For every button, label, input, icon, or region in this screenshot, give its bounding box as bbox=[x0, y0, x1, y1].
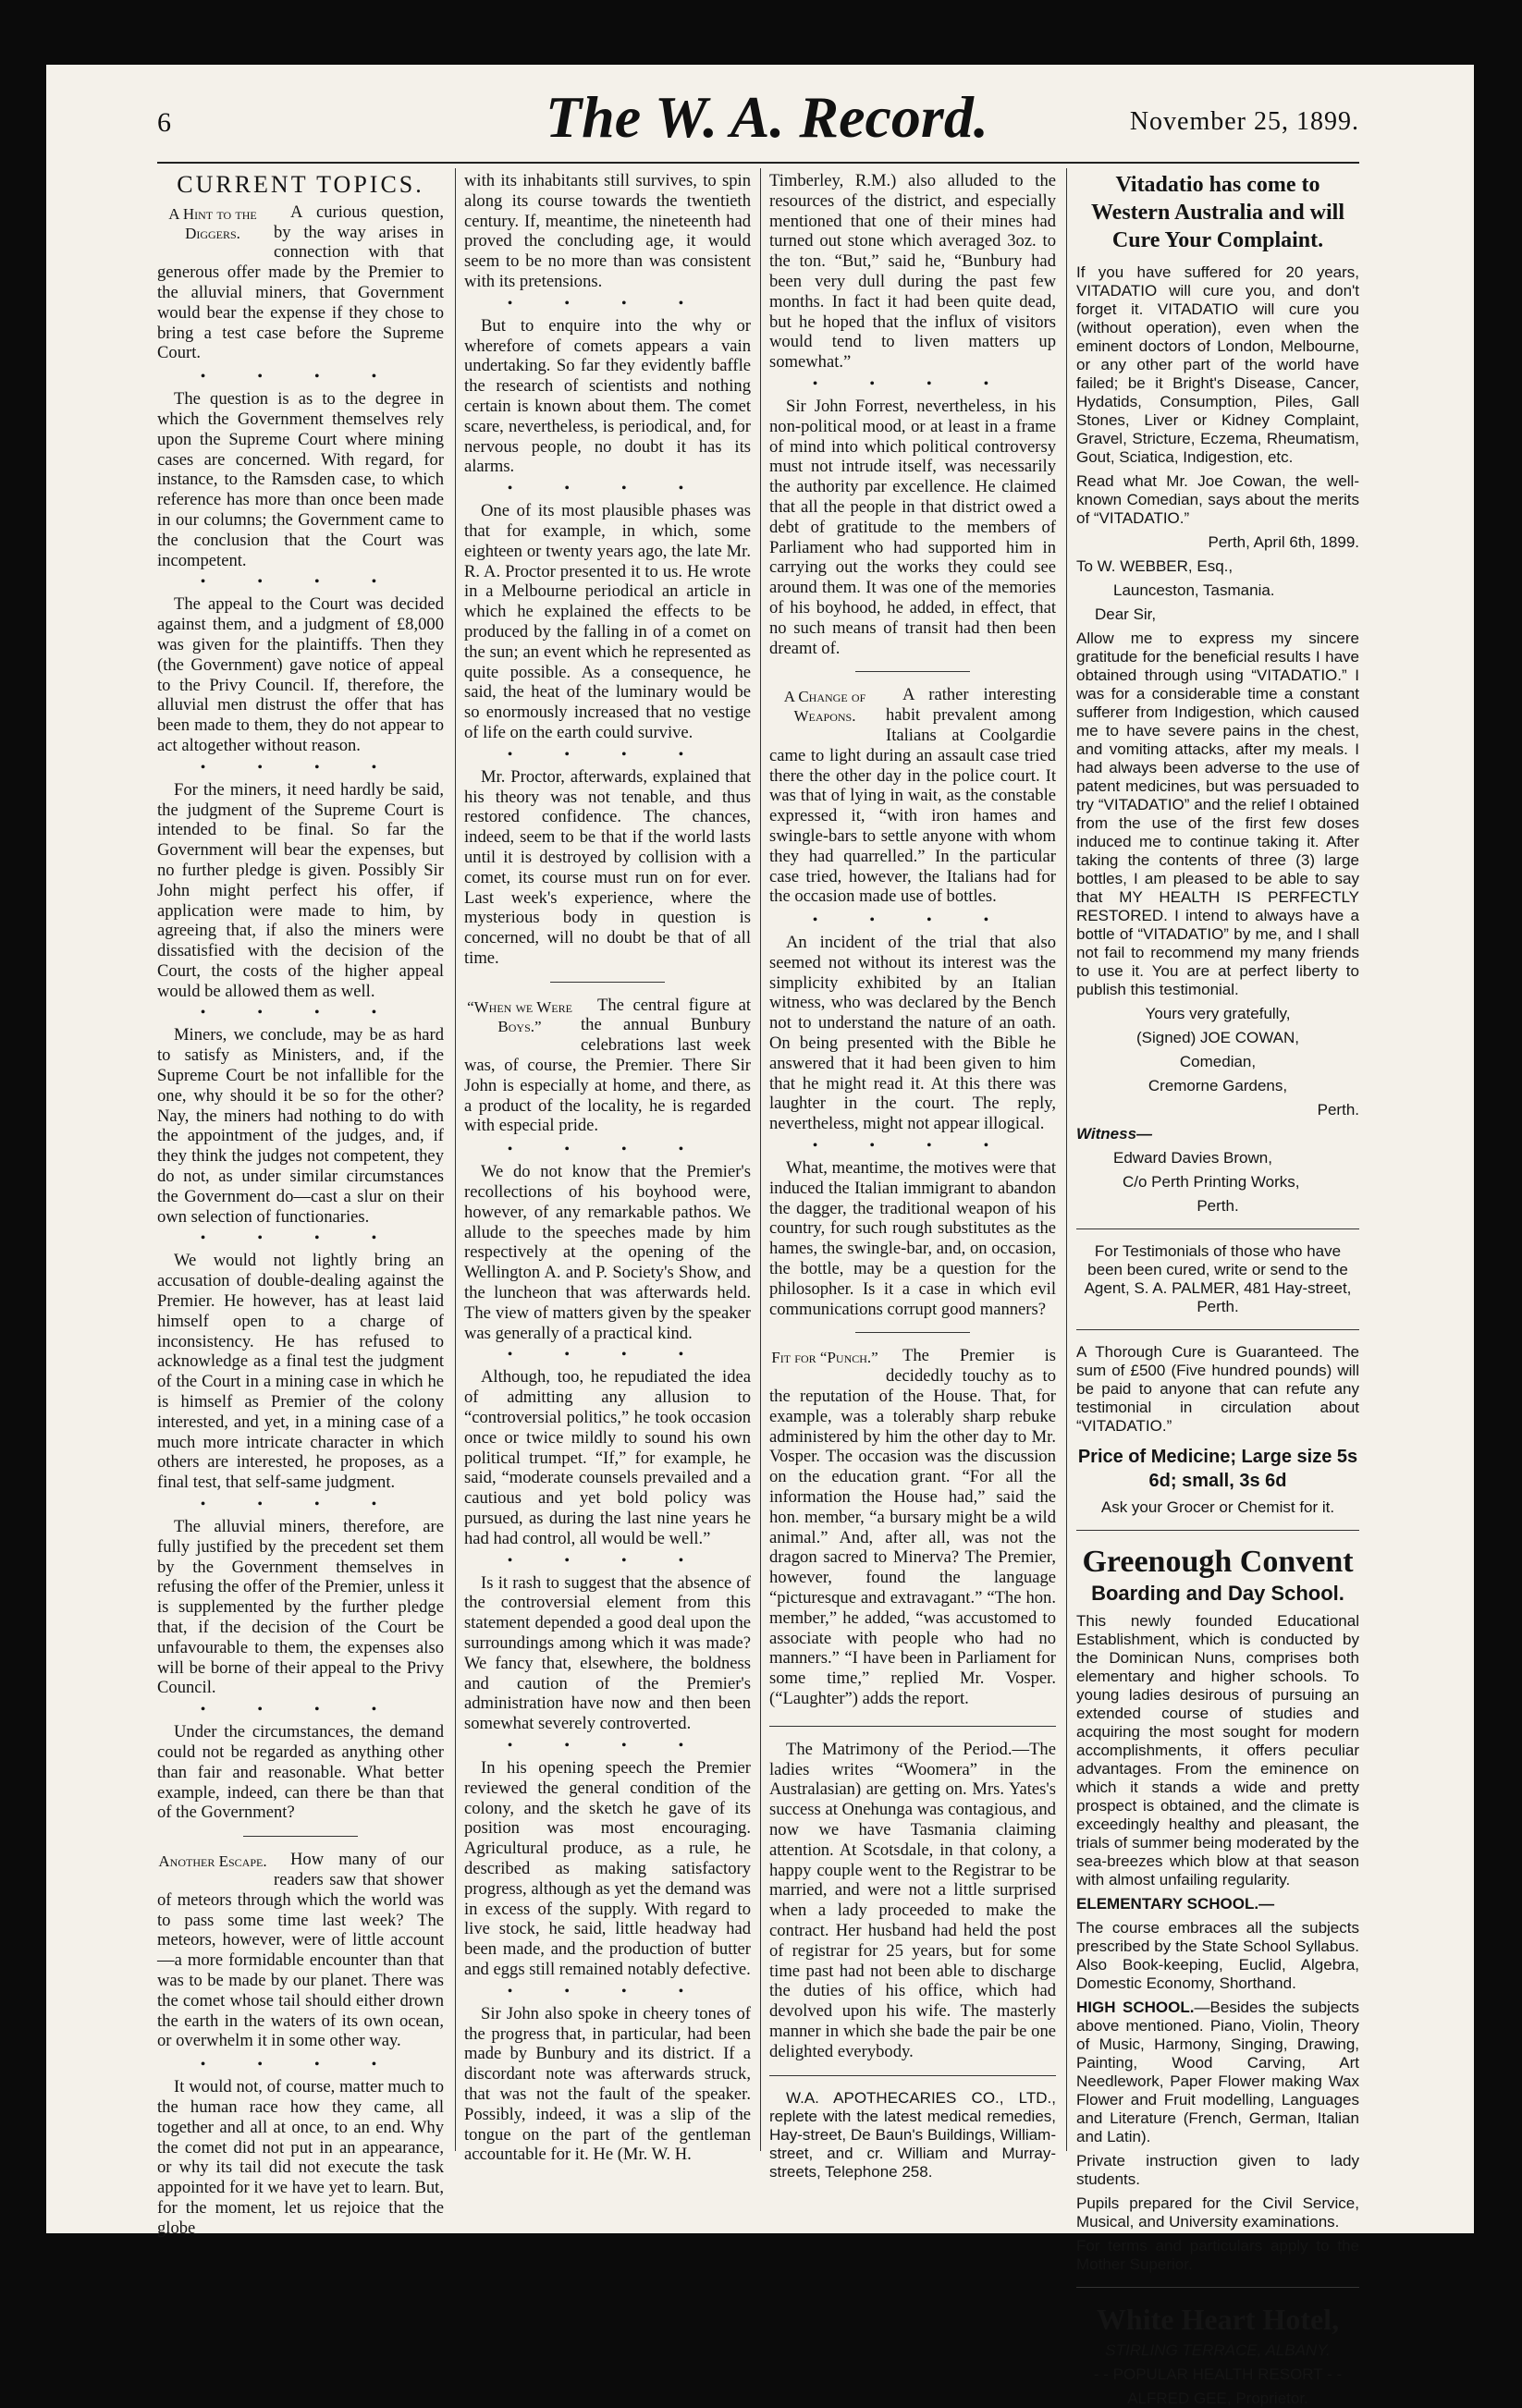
column-divider bbox=[760, 168, 761, 2151]
paragraph: The alluvial miners, therefore, are fully justified by the precedent set them by the Government themselves in refusing the offer of the Premier, unless it is supplemented by the further pledge that, if the decision of the Court be unfavourable to them, the expenses also will be borne of their appeal to the Privy Council. bbox=[157, 1517, 444, 1698]
separator-dots: • • • • bbox=[200, 1005, 401, 1021]
letter-address: Launceston, Tasmania. bbox=[1113, 581, 1275, 599]
section-title: CURRENT TOPICS. bbox=[177, 171, 424, 198]
side-heading: Fit for “Punch.” bbox=[771, 1349, 878, 1367]
separator-dots: • • • • bbox=[507, 1983, 708, 1999]
ad-rule bbox=[1076, 2287, 1359, 2288]
paragraph: The Matrimony of the Period.—The ladies writes “Woomera” in the Australasian) are getting on. Mrs. Yates's success at Onehunga was contagious, and now we have Tasmania claiming attention. At Scotsdale, in that colony, a happy couple went to the Registrar to be married, and were not a little surprised when a lady proceeded to make the contract. Her husband had held the post of registrar for 25 years, but for some time past had not been able to discharge the duties of his office, which had devolved upon his wife. The masterly manner in which she bade the pair be one delighted everybody. bbox=[769, 1739, 1056, 2061]
separator-dots: • • • • bbox=[507, 1142, 708, 1158]
paragraph: In his opening speech the Premier reviewed the general condition of the colony, and the sketch he gave of its position was most encouraging. Agricultural produce, as a rule, he described as making satisfactory progress, although as yet the demand was in excess of the supply. With regard to live stock, he said, little headway had been made, and the production of butter and eggs still remained notably defective. bbox=[464, 1757, 751, 1979]
column-divider bbox=[455, 168, 456, 2151]
paragraph: It would not, of course, matter much to the human race how they came, all together and all at once, to an end. Why the comet did not put in an appearance, or why its tail did not execute the task appointed for it we have yet to learn. But, for the moment, let us rejoice that the globe bbox=[157, 2077, 444, 2238]
separator-dots: • • • • bbox=[812, 912, 1013, 929]
paragraph: Under the circumstances, the demand could not be regarded as anything other than fair and reasonable. What better example, indeed, can there be than that of the Government? bbox=[157, 1722, 444, 1823]
hotel-title: White Heart Hotel, bbox=[1096, 2303, 1340, 2336]
paragraph: Sir John Forrest, nevertheless, in his non-political mood, or at least in a frame of mind into which political controversy must not intrude itself, was necessarily the authority par excellence. He claimed that all the people in that district owed a debt of gratitude to the members of Parliament who had supported him in carrying out the works they could see around them. It was one of the memories of his boyhood, he added, in effect, that no such means of transit had then been dreamt of. bbox=[769, 396, 1056, 658]
separator-dots: • • • • bbox=[200, 369, 401, 385]
ad-rule bbox=[1076, 1329, 1359, 1330]
separator-dots: • • • • bbox=[507, 1737, 708, 1754]
separator-dots: • • • • bbox=[812, 1138, 1013, 1155]
paragraph: A curious question, by the way arises in connection with that generous offer made by the Premier to the alluvial miners, that Government would bear the expense if they chose to bring a test case before the Supreme Court. bbox=[157, 202, 444, 363]
ad-paragraph: Read what Mr. Joe Cowan, the well-known Comedian, says about the merits of “VITADATIO.” bbox=[1076, 472, 1359, 527]
paragraph: Timberley, R.M.) also alluded to the resources of the district, and especially mentioned that one of their mines had turned out stone which averaged 3oz. to the ton. “But,” said he, “Bunbury had been very dull during the past few months. In fact it had been quite dead, but he hoped that the influx of visitors would tend to liven matters up somewhat.” bbox=[769, 171, 1056, 373]
ad-rule bbox=[1076, 1530, 1359, 1531]
masthead bbox=[157, 83, 1359, 157]
article-rule bbox=[769, 2075, 1056, 2076]
side-heading: “When we Were Boys.” bbox=[467, 997, 572, 1035]
page-number: 6 bbox=[157, 107, 171, 138]
advertisement-apothecaries: W.A. APOTHECARIES CO., LTD., replete with the latest medical remedies, Hay-street, De Baun's Buildings, William-street, and cr. William and Murray-streets, Telephone 258. bbox=[769, 2088, 1056, 2181]
high-school-text: —Besides the subjects above mentioned. Piano, Violin, Theory of Music, Harmony, Singing, Drawing, Painting, Wood Carving, Art Needlework, Paper Flower making Wax Flower and Fruit modelling, Languages and Literature (French, German, Italian and Latin). bbox=[1076, 1999, 1360, 2145]
high-school-heading: HIGH SCHOOL. bbox=[1076, 1999, 1195, 2016]
witness-label: Witness— bbox=[1076, 1125, 1153, 1143]
hotel-tagline: - - POPULAR HEALTH RESORT - - bbox=[1093, 2365, 1343, 2383]
paragraph: The central figure at the annual Bunbury celebrations last week was, of course, the Premier. There Sir John is especially at home, and there, as a product of the locality, he is regarded with especial pride. bbox=[464, 995, 751, 1136]
testimonial-text: Allow me to express my sincere gratitude for the beneficial results I have obtained through using “VITADATIO.” I was for a considerable time a constant sufferer from Indigestion, which caused me to have severe pains in the chest, and vomiting attacks, after my meals. I had always been adverse to the use of patent medicines, but was persuaded to try “VITADATIO” and the relief I obtained from the use of the first few doses induced me to continue taking it. After taking the contents of three (3) large bottles, I am pleased to be able to say that MY HEALTH IS PERFECTLY RESTORED. I intend to always have a bottle of “VITADATIO” by me, and I shall not fail to recommend my many friends to use it. You are at perfect liberty to publish this testimonial. bbox=[1076, 630, 1359, 998]
paragraph: The question is as to the degree in which the Government themselves rely upon the Supreme Court where mining cases are concerned. With regard, for instance, to the Ramsden case, to which reference has more than once been made in our columns; the Government came to the conclusion that the Court was incompetent. bbox=[157, 389, 444, 570]
ad-paragraph: This newly founded Educational Establishment, which is conducted by the Dominican Nuns, comprises both elementary and higher schools. To young ladies desirous of pursuing an extended course of studies and acquiring the most sought for modern accomplishments, it offers peculiar advantages. From the eminence on which it stands a wide and pretty prospect is obtained, and the climate is exceedingly healthy and pleasant, the trials of summer being moderated by the sea-breezes which blow at that season with almost unfailing regularity. bbox=[1076, 1612, 1359, 1889]
signature-line: (Signed) JOE COWAN, bbox=[1135, 1029, 1300, 1046]
witness-line: Edward Davies Brown, bbox=[1113, 1149, 1272, 1167]
convent-title: Greenough Convent bbox=[1082, 1545, 1354, 1579]
paragraph: But to enquire into the why or wherefore of comets appears a vain undertaking. So far they evidently baffle the research of scientists and nothing certain is known about them. The comet scare, nevertheless, is periodical, and, for nervous people, no doubt it has its alarms. bbox=[464, 315, 751, 477]
separator-dots: • • • • bbox=[200, 2057, 401, 2073]
ad-paragraph: If you have suffered for 20 years, VITADATIO will cure you, and don't forget it. VITADATIO will cure you (without operation), even when the eminent doctors of London, Melbourne, or any other part of the world have failed; be it Bright's Disease, Cancer, Hydatids, Consumption, Piles, Gall Stones, Liver or Kidney Complaint, Gravel, Stricture, Eczema, Rheumatism, Gout, Sciatica, Indigestion, etc. bbox=[1076, 263, 1359, 466]
paragraph: with its inhabitants still survives, to spin along its course towards the twentieth century. If, meantime, the nineteenth had proved the concluding age, it would seem to be no more than was consistent with its pretensions. bbox=[464, 171, 751, 291]
letter-salutation: Dear Sir, bbox=[1095, 605, 1157, 623]
separator-dots: • • • • bbox=[200, 1230, 401, 1247]
column-1 bbox=[157, 171, 444, 2238]
ad-price: Price of Medicine; Large size 5s 6d; small, 3s 6d bbox=[1077, 1447, 1358, 1491]
separator-dots: • • • • bbox=[200, 1702, 401, 1718]
separator-dots: • • • • bbox=[200, 1497, 401, 1513]
paragraph: How many of our readers saw that shower of meteors through which the world was to pass some time last week? The meteors, however, were of little account—a more formidable encounter than that was to be made by our planet. There was the comet whose tail should either drown the earth in the waters of its own ocean, or overwhelm it in some other way. bbox=[157, 1850, 444, 2051]
hotel-proprietor: ALFRED GEE, Proprietor. bbox=[1127, 2390, 1308, 2407]
separator-dots: • • • • bbox=[507, 295, 708, 312]
article-rule bbox=[855, 671, 970, 672]
ad-paragraph: For terms and particulars apply to the Mother Superior. bbox=[1076, 2237, 1359, 2273]
article-rule bbox=[855, 1332, 970, 1333]
letter-date: Perth, April 6th, 1899. bbox=[1208, 533, 1359, 551]
ad-paragraph: For Testimonials of those who have been been cured, write or send to the Agent, S. A. PALMER, 481 Hay-street, Perth. bbox=[1084, 1242, 1352, 1315]
ad-heading: Vitadatio has come to Western Australia and will Cure Your Complaint. bbox=[1090, 173, 1345, 252]
issue-date: November 25, 1899. bbox=[1129, 107, 1359, 136]
paragraph: What, meantime, the motives were that induced the Italian immigrant to abandon the dagger, the traditional weapon of his country, for such rough substitutes as the hames, the swingle-bar, and, on occasion, the bottle, may be a question for the philosopher. Is it a case in which evil communications corrupt good manners? bbox=[769, 1158, 1056, 1319]
separator-dots: • • • • bbox=[200, 574, 401, 591]
column-2 bbox=[464, 171, 751, 2165]
ad-paragraph: Pupils prepared for the Civil Service, Musical, and University examinations. bbox=[1076, 2194, 1359, 2231]
paragraph: Is it rash to suggest that the absence of the controversial element from this statement depended a good deal upon the surroundings among which it was made? We fancy that, elsewhere, the boldness and caution of the Premier's administration have now and then been somewhat severely controverted. bbox=[464, 1572, 751, 1734]
separator-dots: • • • • bbox=[507, 1552, 708, 1569]
signature-line: Cremorne Gardens, bbox=[1148, 1077, 1288, 1094]
ad-paragraph: Private instruction given to lady students. bbox=[1076, 2152, 1359, 2188]
separator-dots: • • • • bbox=[200, 759, 401, 776]
separator-dots: • • • • bbox=[507, 481, 708, 497]
signature-line: Comedian, bbox=[1179, 1053, 1257, 1070]
article-rule bbox=[769, 1726, 1056, 1727]
paragraph: One of its most plausible phases was that for example, in which, some eighteen or twenty years ago, the late Mr. R. A. Proctor presented it to us. He wrote in a Melbourne periodical an article in which he explained the effects to be produced by the falling in of a comet on the sun; an event which he represented as quite possible. As a consequence, he said, the heat of the luminary would be so enormously increased that no vestige of life on the earth could survive. bbox=[464, 501, 751, 742]
column-divider bbox=[1066, 168, 1067, 2151]
ad-paragraph bbox=[1076, 1999, 1359, 2146]
paragraph: Mr. Proctor, afterwards, explained that his theory was not tenable, and thus restored confidence. The chances, indeed, seem to be that if the world lasts until it is destroyed by collision with a comet, its course must run on for ever. Last week's experience, where the mysterious body in question is concerned, will no doubt be that of all time. bbox=[464, 766, 751, 968]
letter-addressee: To W. WEBBER, Esq., bbox=[1076, 557, 1234, 575]
paragraph: Although, too, he repudiated the idea of admitting any allusion to “controversial politics,” he took occasion once or twice mildly to sound his own political trumpet. “If,” for example, he said, “moderate counsels prevailed and a cautious and yet bold policy was pursued, as during the last nine years he had had control, all would be well.” bbox=[464, 1367, 751, 1548]
ad-paragraph: The course embraces all the subjects prescribed by the State School Syllabus. Also Book-keeping, Euclid, Algebra, Domestic Economy, Shorthand. bbox=[1076, 1919, 1359, 1992]
separator-dots: • • • • bbox=[507, 1347, 708, 1363]
paragraph: A rather interesting habit prevalent among Italians at Coolgardie came to light during an assault case tried there the other day in the police court. It was that of lying in wait, as the constable expressed it, “with iron hames and swingle-bars to settle anyone with whom they had quarrelled.” In the particular case tried, however, the Italians had for the occasion made use of bottles. bbox=[769, 685, 1056, 907]
witness-line: Perth. bbox=[1197, 1197, 1239, 1215]
paragraph: An incident of the trial that also seemed not without its interest was the simplicity exhibited by an Italian witness, who was declared by the Bench not to understand the nature of an oath. On being presented with the Bible he answered that it had been given to him that he might read it. At this there was laughter in the court. The reply, nevertheless, might not appear illogical. bbox=[769, 933, 1056, 1134]
ad-paragraph bbox=[1076, 1895, 1359, 1913]
column-3 bbox=[769, 171, 1056, 2181]
separator-dots: • • • • bbox=[812, 375, 1013, 392]
elementary-heading: ELEMENTARY SCHOOL.— bbox=[1076, 1895, 1275, 1913]
separator-dots: • • • • bbox=[507, 746, 708, 763]
paragraph: For the miners, it need hardly be said, the judgment of the Supreme Court is intended to be final. So far the Government will bear the expenses, but no further pledge is given. Possibly Sir John might perfect his offer, if application were made to him, by agreeing that, if also the miners were dissatisfied with the decision of the Court, the costs of the higher appeal would be allowed them as well. bbox=[157, 779, 444, 1001]
side-heading: Another Escape. bbox=[158, 1852, 267, 1871]
signature-line: Perth. bbox=[1317, 1101, 1359, 1118]
column-4-advertisements bbox=[1076, 171, 1360, 2407]
article-rule bbox=[550, 982, 665, 983]
ad-paragraph: A Thorough Cure is Guaranteed. The sum of £500 (Five hundred pounds) will be paid to anyone that can refute any testimonial in circulation about “VITADATIO.” bbox=[1076, 1343, 1359, 1435]
witness-line: C/o Perth Printing Works, bbox=[1123, 1173, 1300, 1191]
newspaper-title: The W. A. Record. bbox=[546, 84, 988, 150]
signature-line: Yours very gratefully, bbox=[1145, 1005, 1291, 1022]
paragraph: Sir John also spoke in cheery tones of the progress that, in particular, had been made by Bunbury and its district. If a discordant note was afterwards struck, that was not the fault of the speaker. Possibly, indeed, it was a slip of the tongue on the part of the gentleman accountable for it. He (Mr. W. H. bbox=[464, 2003, 751, 2165]
paragraph: We do not know that the Premier's recollections of his boyhood were, however, of any remarkable pathos. We allude to the speeches made by him respectively at the opening of the Wellington A. and P. Society's Show, and the luncheon that was afterwards held. The view of matters given by the speaker was generally of a practical kind. bbox=[464, 1162, 751, 1343]
hotel-address: STIRLING TERRACE, ALBANY. bbox=[1105, 2341, 1331, 2359]
article-rule bbox=[243, 1836, 358, 1837]
convent-subtitle: Boarding and Day School. bbox=[1091, 1582, 1344, 1605]
side-heading: A Change of Weapons. bbox=[783, 688, 866, 726]
paragraph: We would not lightly bring an accusation of double-dealing against the Premier. He however, has at least laid himself open to a charge of inconsistency. He has refused to acknowledge as a final test the judgment of the Court in a mining case in which he is himself as Premier of the colony interested, and yet, in a mining case of a much more intricate character in which others are interested, he proposes, as a final test, that self-same judgment. bbox=[157, 1251, 444, 1493]
side-heading: A Hint to the Diggers. bbox=[168, 204, 257, 242]
masthead-rule bbox=[157, 162, 1359, 164]
paragraph: The Premier is decidedly touchy as to the reputation of the House. That, for example, was a tolerably sharp rebuke administered by him the other day to Mr. Vosper. The occasion was the discussion on the education grant. “For all the information the House had,” said the hon. member, “a bursary might be a wild animal.” And, after all, was not the dragon sacred to Minerva? The Premier, however, found the language “picturesque and extravagant.” “The hon. member,” he added, “was accustomed to associate with people who had no manners.” “I have been in Parliament for some time,” replied Mr. Vosper. (“Laughter”) adds the report. bbox=[769, 1346, 1056, 1708]
ad-paragraph: Ask your Grocer or Chemist for it. bbox=[1100, 1498, 1335, 1516]
paragraph: Miners, we conclude, may be as hard to satisfy as Ministers, and, if the Supreme Court be not infallible for the one, why should it be so for the other? Nay, the miners had nothing to do with the appointment of the judges, and, if they think the judges not competent, they do not, as under similar circumstances the Government do—cast a slur on their own selection of functionaries. bbox=[157, 1025, 444, 1227]
paragraph: The appeal to the Court was decided against them, and a judgment of £8,000 was given for the plaintiffs. Then they (the Government) gave notice of appeal to the Privy Council. If, therefore, the alluvial men distrust the offer that has been made to them, they do not appear to act altogether without reason. bbox=[157, 594, 444, 755]
ad-rule bbox=[1076, 1228, 1359, 1229]
